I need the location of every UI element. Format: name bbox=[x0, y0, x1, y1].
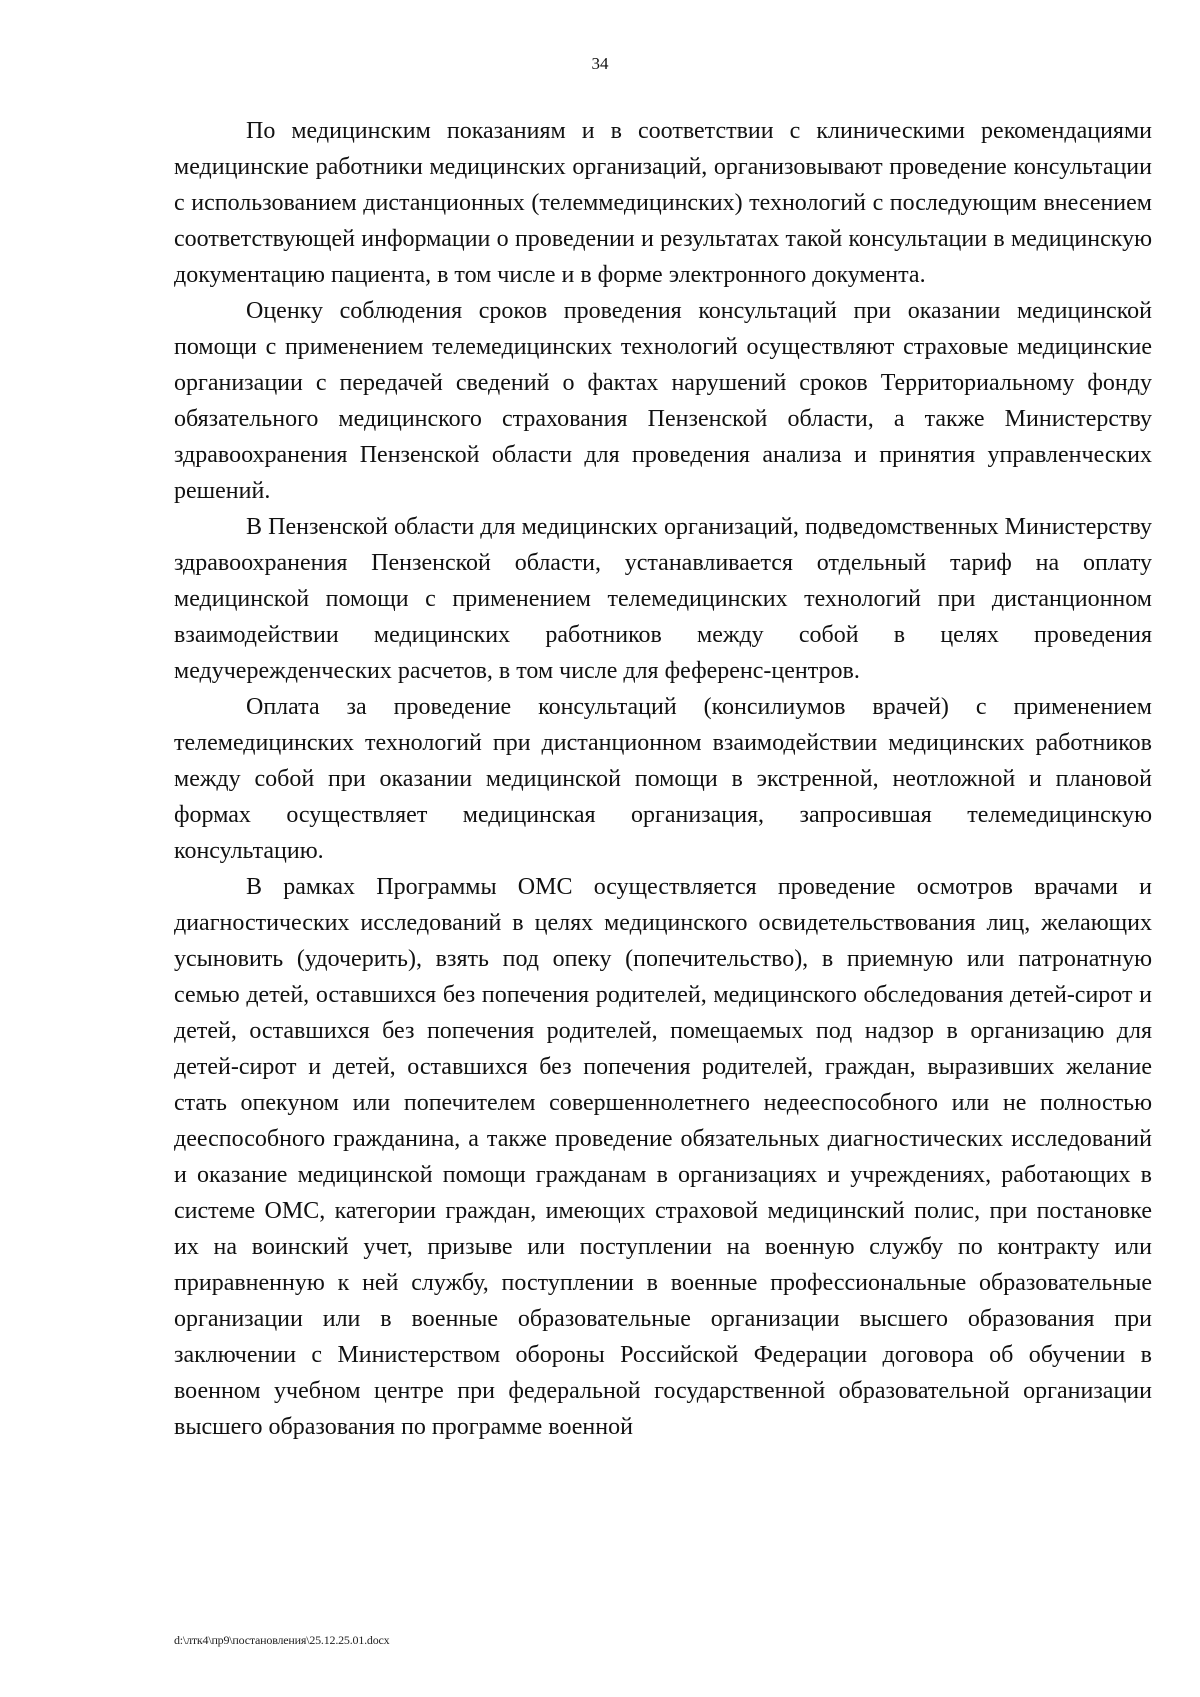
document-body bbox=[174, 113, 1152, 1445]
footer-file-path: d:\лтк4\пр9\постановления\25.12.25.01.docx bbox=[174, 1633, 390, 1647]
paragraph-telemedicine-consultations: По медицинским показаниям и в соответствии с клиническими рекомендациями медицинские работники медицинских организаций, организовывают проведение консультации с использованием дистанционных (телеммедицинских) технологий с последующим внесением соответствующей информации о проведении и результатах такой консультации в медицинскую документацию пациента, в том числе и в форме электронного документа. bbox=[174, 118, 1152, 288]
paragraph-oms-examinations: В рамках Программы ОМС осуществляется проведение осмотров врачами и диагностических исследований в целях медицинского освидетельствования лиц, желающих усыновить (удочерить), взять под опеку (попечительство), в приемную или патронатную семью детей, оставшихся без попечения родителей, медицинского обследования детей-сирот и детей, оставшихся без попечения родителей, помещаемых под надзор в организацию для детей-сирот и детей, оставшихся без попечения родителей, граждан, выразивших желание стать опекуном или попечителем совершеннолетнего недееспособного или не полностью дееспособного гражданина, а также проведение обязательных диагностических исследований и оказание медицинской помощи гражданам в организациях и учреждениях, работающих в системе ОМС, категории граждан, имеющих страховой медицинский полис, при постановке их на воинский учет, призыве или поступлении на военную службу по контракту или приравненную к ней службу, поступлении в военные профессиональные образовательные организации или в военные образовательные организации высшего образования при заключении с Министерством обороны Российской Федерации договора об обучении в военном учебном центре при федеральной государственной образовательной организации высшего образования по программе военной bbox=[174, 874, 1152, 1440]
paragraph-separate-tariff: В Пензенской области для медицинских организаций, подведомственных Министерству здравоохранения Пензенской области, устанавливается отдельный тариф на оплату медицинской помощи с применением телемедицинских технологий при дистанционном взаимодействии медицинских работников между собой в целях проведения медучережденческих расчетов, в том числе для фефеpенс-центров. bbox=[174, 514, 1152, 684]
paragraph-consultation-payment: Оплата за проведение консультаций (консилиумов врачей) с применением телемедицинских технологий при дистанционном взаимодействии медицинских работников между собой при оказании медицинской помощи в экстренной, неотложной и плановой формах осуществляет медицинская организация, запросившая телемедицинскую консультацию. bbox=[174, 694, 1152, 864]
page-number: 34 bbox=[591, 54, 609, 73]
paragraph-consultation-deadlines: Оценку соблюдения сроков проведения консультаций при оказании медицинской помощи с применением телемедицинских технологий осуществляют страховые медицинские организации с передачей сведений о фактах нарушений сроков Территориальному фонду обязательного медицинского страхования Пензенской области, а также Министерству здравоохранения Пензенской области для проведения анализа и принятия управленческих решений. bbox=[174, 298, 1152, 504]
